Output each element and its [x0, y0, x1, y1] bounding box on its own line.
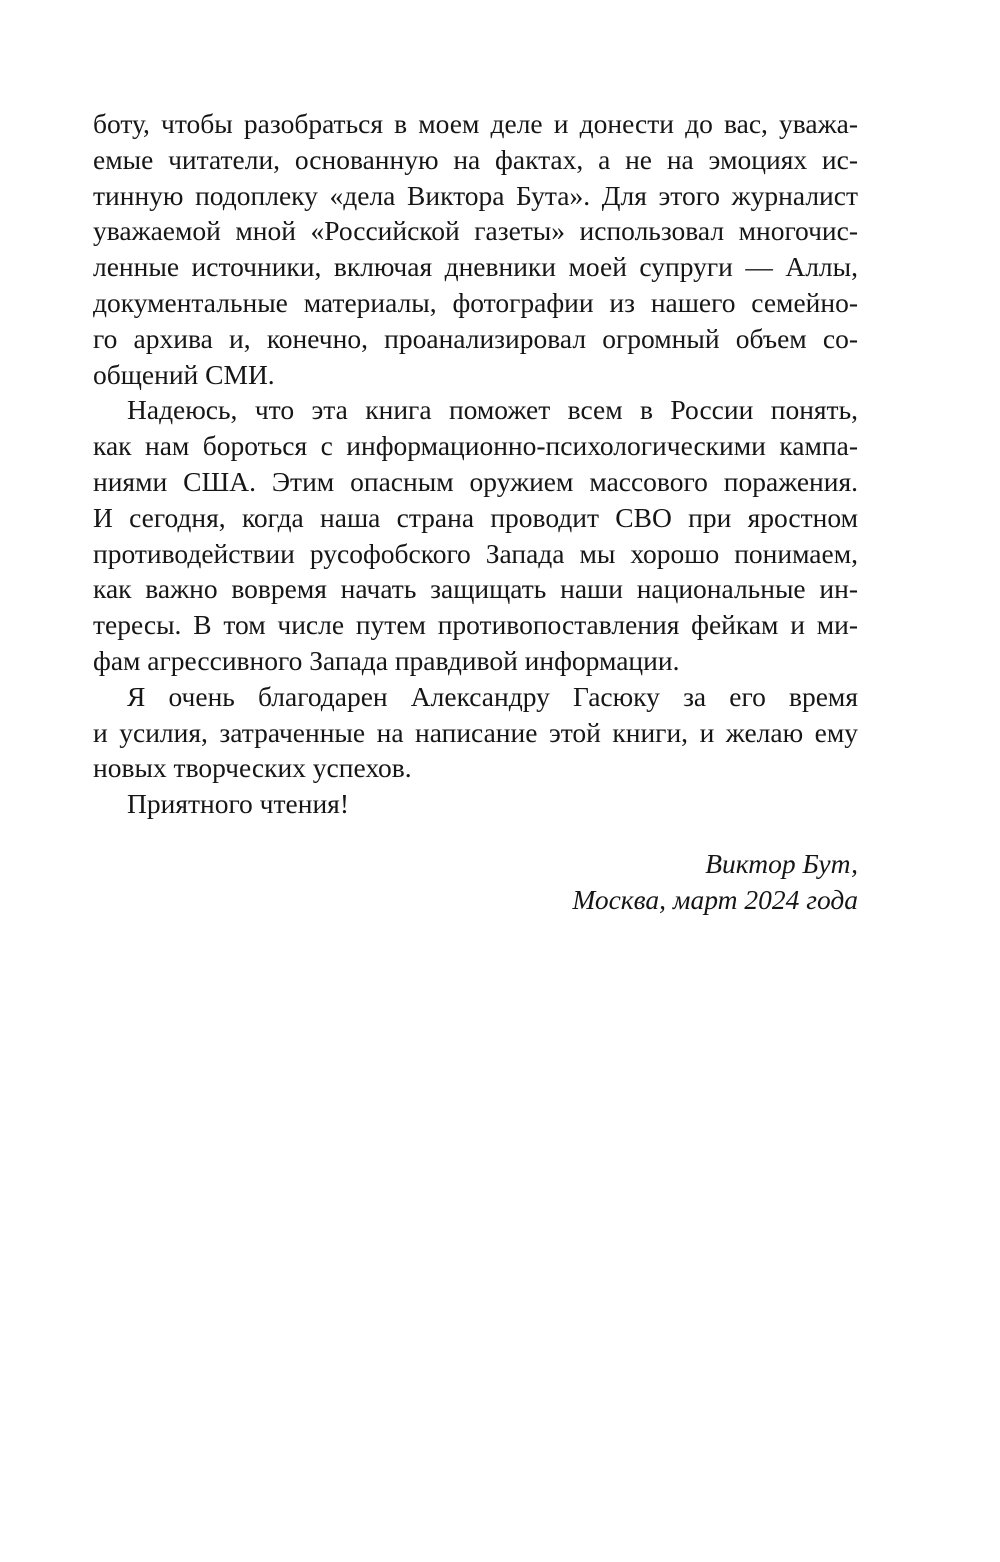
page-text-block [93, 106, 858, 918]
text-line: Я очень благодарен Александру Гасюку за его время [127, 680, 858, 712]
author-signature [93, 846, 858, 918]
text-line: И сегодня, когда наша страна проводит СВО при яростном [93, 501, 858, 533]
text-line: Приятного чтения! [127, 788, 349, 820]
signature-name-line: Виктор Бут, [705, 847, 858, 879]
text-line: Надеюсь, что эта книга поможет всем в России понять, [127, 394, 858, 426]
text-line: и усилия, затраченные на написание этой книги, и желаю ему [93, 716, 858, 748]
text-line: как нам бороться с информационно-психологическими кампа- [93, 430, 858, 462]
text-line: как важно вовремя начать защищать наши национальные ин- [93, 573, 858, 605]
paragraph [93, 106, 858, 392]
text-line: фам агрессивного Запада правдивой информации. [93, 644, 680, 676]
text-line: ниями США. Этим опасным оружием массового поражения. [93, 465, 858, 497]
text-line: боту, чтобы разобраться в моем деле и донести до вас, уважа- [93, 108, 858, 139]
text-line: противодействии русофобского Запада мы хорошо понимаем, [93, 537, 858, 569]
text-line: тересы. В том числе путем противопоставления фейкам и ми- [93, 609, 858, 641]
text-line: емые читатели, основанную на фактах, а не на эмоциях ис- [93, 143, 858, 175]
text-line: тинную подоплеку «дела Виктора Бута». Для этого журналист [93, 179, 858, 211]
text-line: общений СМИ. [93, 358, 275, 390]
signature-place-date-line: Москва, март 2024 года [572, 883, 858, 915]
paragraph [93, 786, 858, 822]
paragraph [93, 392, 858, 678]
text-line: новых творческих успехов. [93, 752, 412, 784]
text-line: ленные источники, включая дневники моей супруги — Аллы, [93, 251, 858, 283]
text-line: го архива и, конечно, проанализировал огромный объем со- [93, 322, 858, 354]
text-line: уважаемой мной «Российской газеты» использовал многочис- [93, 215, 858, 247]
paragraph [93, 679, 858, 786]
text-line: документальные материалы, фотографии из нашего семейно- [93, 286, 858, 318]
